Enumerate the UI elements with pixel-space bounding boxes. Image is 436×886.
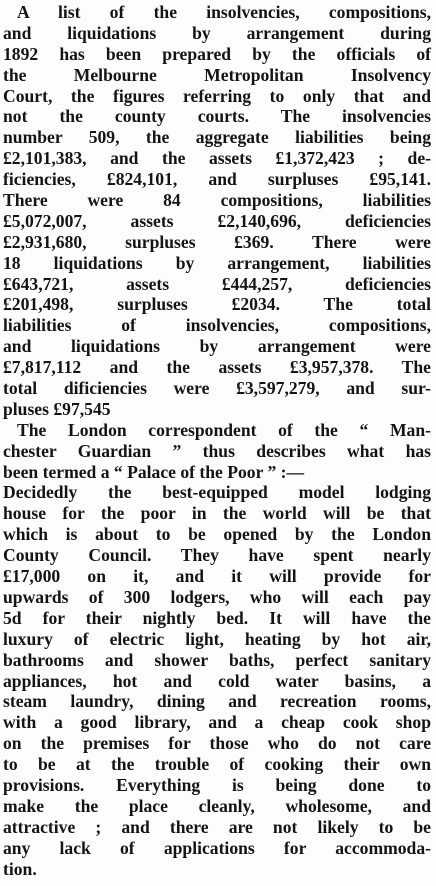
text-line: to be at the trouble of cooking their own [3,754,431,775]
text-line: attractive ; and there are not likely to be [3,816,431,837]
text-line: the Melbourne Metropolitan Insolvency [3,64,431,85]
text-line: £643,721, assets £444,257, deficiencies [3,273,431,294]
text-line: not the county courts. The insolvencies [3,106,431,127]
text-line: A list of the insolvencies, compositions, [17,2,431,22]
text-line: and liquidations by arrangement during [3,22,431,43]
text-line: with a good library, and a cheap cook shop [3,712,431,733]
article-column [3,2,431,879]
text-line: £7,817,112 and the assets £3,957,378. The [3,357,431,378]
text-line: upwards of 300 lodgers, who will each pay [3,586,431,607]
text-line: £201,498, surpluses £2034. The total [3,294,431,315]
text-line: appliances, hot and cold water basins, a [3,670,431,691]
text-line: liabilities of insolvencies, compositions, [3,315,431,336]
text-line: 18 liquidations by arrangement, liabilities [3,252,431,273]
text-line: The London correspondent of the “ Man- [17,419,431,440]
text-line: total dificiencies were £3,597,279, and sur- [3,378,431,399]
text-line: £17,000 on it, and it will provide for [3,566,431,587]
text-line: There were 84 compositions, liabilities [3,190,431,211]
text-line: on the premises for those who do not care [3,733,431,754]
text-line: pluses £97,545 [3,398,111,419]
text-line: provisions. Everything is being done to [3,774,431,795]
text-line: bathrooms and shower baths, perfect sanitary [3,649,431,670]
text-line: Court, the figures referring to only that and [3,85,431,106]
text-line: house for the poor in the world will be that [3,503,431,524]
text-line: which is about to be opened by the London [3,524,431,545]
text-line: £2,101,383, and the assets £1,372,423 ; de- [3,148,431,169]
text-line: any lack of applications for accommoda- [3,837,431,858]
text-line: been termed a “ Palace of the Poor ” :— [3,461,305,482]
text-line: £5,072,007, assets £2,140,696, deficiencies [3,210,431,231]
text-line: steam laundry, dining and recreation rooms, [3,691,431,712]
text-line: luxury of electric light, heating by hot air, [3,628,431,649]
text-line: County Council. They have spent nearly [3,545,431,566]
text-line: Decidedly the best-equipped model lodging [3,482,431,503]
text-line: and liquidations by arrangement were [3,336,431,357]
text-line: tion. [3,858,37,879]
text-line: £2,931,680, surpluses £369. There were [3,231,431,252]
text-line: make the place cleanly, wholesome, and [3,795,431,816]
text-line: ficiencies, £824,101, and surpluses £95,141. [3,169,431,190]
text-line: chester Guardian ” thus describes what has [3,440,431,461]
text-line: 1892 has been prepared by the officials of [3,43,431,64]
text-line: 5d for their nightly bed. It will have the [3,607,431,628]
text-line: number 509, the aggregate liabilities being [3,127,431,148]
